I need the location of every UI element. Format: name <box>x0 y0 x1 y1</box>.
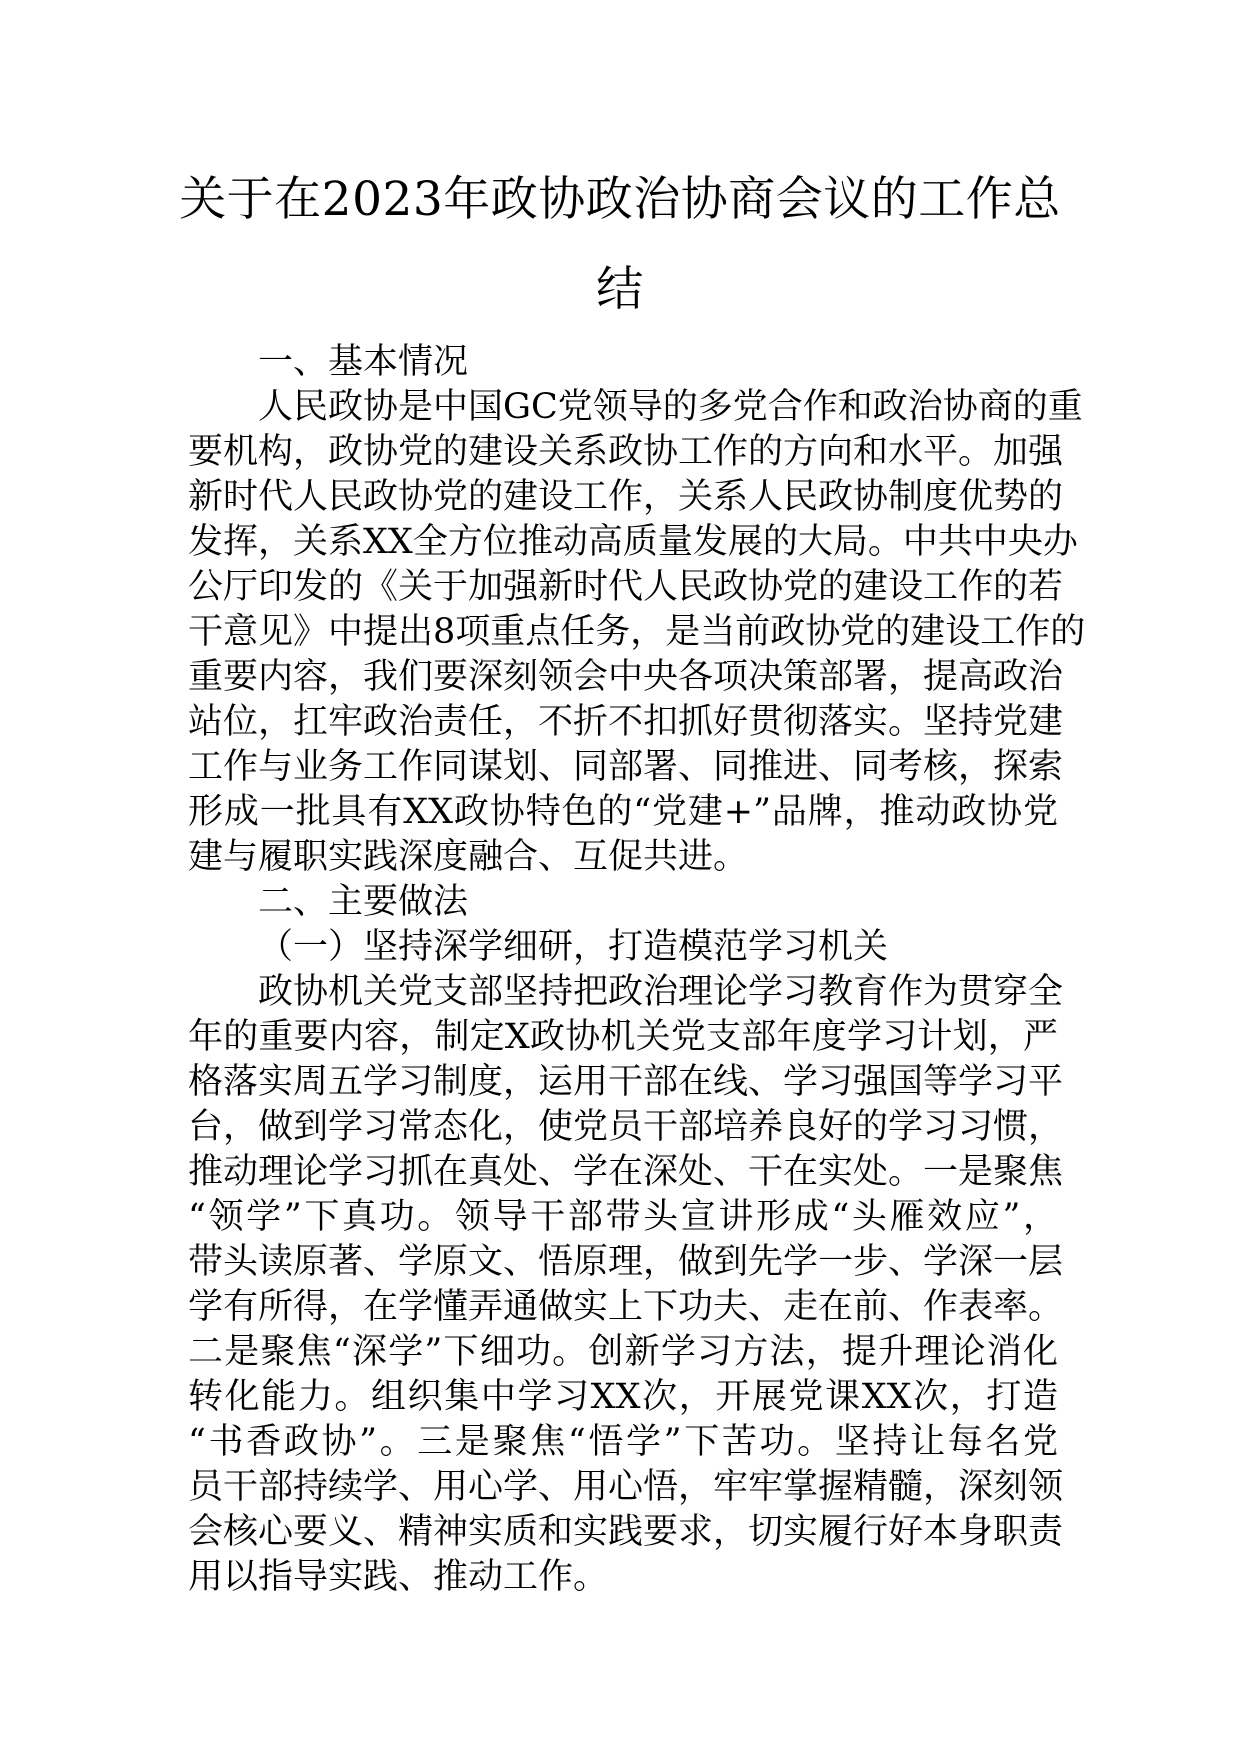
document-title-line-2: 结 <box>596 262 644 317</box>
paragraph-line: 学有所得，在学懂弄通做实上下功夫、走在前、作表率。 <box>188 1287 1064 1327</box>
paragraph-line: 年的重要内容，制定X政协机关党支部年度学习计划，严 <box>188 1017 1058 1057</box>
paragraph-line: 工作与业务工作同谋划、同部署、同推进、同考核，探索 <box>188 747 1064 787</box>
paragraph-line: 二是聚焦“深学”下细功。创新学习方法，提升理论消化 <box>188 1332 1058 1372</box>
paragraph-line: 格落实周五学习制度，运用干部在线、学习强国等学习平 <box>188 1062 1064 1102</box>
paragraph-line: 用以指导实践、推动工作。 <box>188 1557 609 1597</box>
paragraph-line: 发挥，关系XX全方位推动高质量发展的大局。中共中央办 <box>188 522 1078 562</box>
section-heading-methods: 二、主要做法 <box>258 882 469 922</box>
document-body <box>188 340 1086 1600</box>
paragraph-line: 要机构，政协党的建设关系政协工作的方向和水平。加强 <box>188 432 1064 472</box>
paragraph-line: “书香政协”。三是聚焦“悟学”下苦功。坚持让每名党 <box>188 1422 1058 1462</box>
paragraph-line: 台，做到学习常态化，使党员干部培养良好的学习习惯， <box>188 1107 1064 1147</box>
paragraph-line: 形成一批具有XX政协特色的“党建+”品牌，推动政协党 <box>188 792 1058 832</box>
paragraph-line: 带头读原著、学原文、悟原理，做到先学一步、学深一层 <box>188 1242 1064 1282</box>
paragraph-line: 建与履职实践深度融合、互促共进。 <box>188 837 749 877</box>
paragraph-line: 转化能力。组织集中学习XX次，开展党课XX次，打造 <box>188 1377 1058 1417</box>
paragraph-line: “领学”下真功。领导干部带头宣讲形成“头雁效应”， <box>188 1197 1058 1237</box>
paragraph-line: 推动理论学习抓在真处、学在深处、干在实处。一是聚焦 <box>188 1152 1064 1192</box>
paragraph-line: 员干部持续学、用心学、用心悟，牢牢掌握精髓，深刻领 <box>188 1467 1064 1507</box>
paragraph-line: 站位，扛牢政治责任，不折不扣抓好贯彻落实。坚持党建 <box>188 702 1064 742</box>
subsection-heading: （一）坚持深学细研，打造模范学习机关 <box>258 927 889 967</box>
paragraph-line: 公厅印发的《关于加强新时代人民政协党的建设工作的若 <box>188 567 1064 607</box>
paragraph-line: 会核心要义、精神实质和实践要求，切实履行好本身职责 <box>188 1512 1064 1552</box>
document-title-line-1: 关于在2023年政协政治协商会议的工作总 <box>179 172 1061 227</box>
paragraph-line: 政协机关党支部坚持把政治理论学习教育作为贯穿全 <box>258 972 1064 1012</box>
paragraph-line: 人民政协是中国GC党领导的多党合作和政治协商的重 <box>258 387 1083 427</box>
paragraph-line: 重要内容，我们要深刻领会中央各项决策部署，提高政治 <box>188 657 1064 697</box>
section-heading-basic: 一、基本情况 <box>258 342 469 382</box>
paragraph-line: 新时代人民政协党的建设工作，关系人民政协制度优势的 <box>188 477 1064 517</box>
paragraph-line: 干意见》中提出8项重点任务，是当前政协党的建设工作的 <box>188 612 1086 652</box>
